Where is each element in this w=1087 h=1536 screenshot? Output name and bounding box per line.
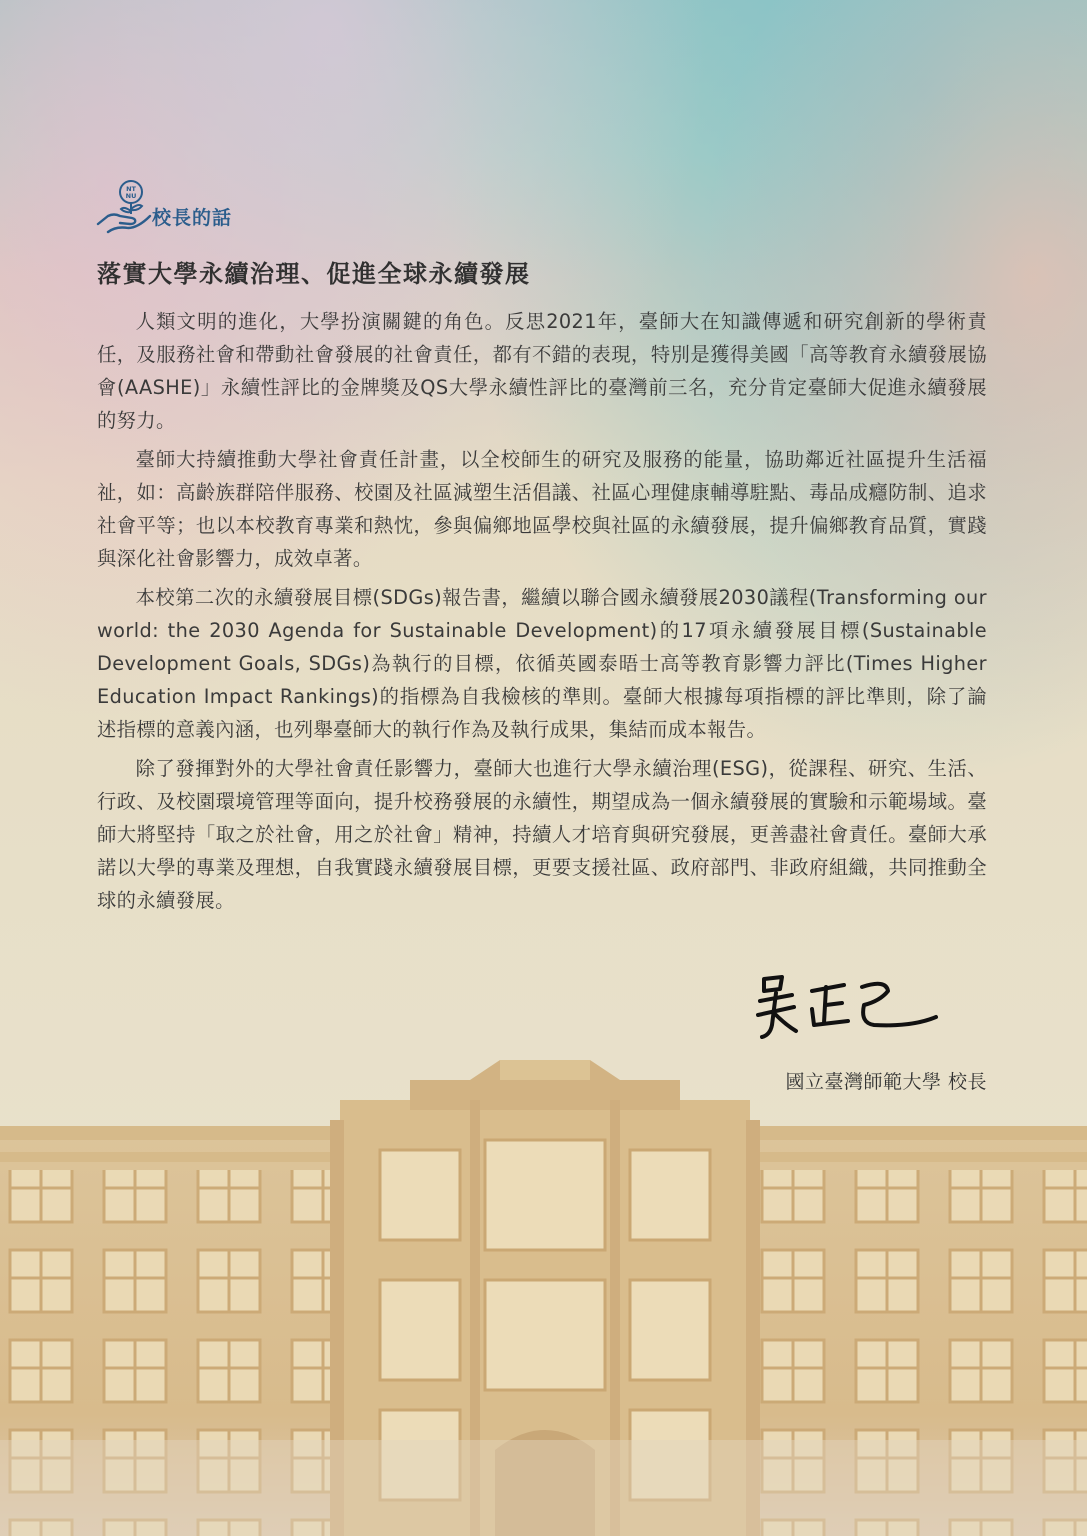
letter-body	[97, 305, 987, 923]
paragraph: 人類文明的進化，大學扮演關鍵的角色。反思2021年，臺師大在知識傳遞和研究創新的學術責任，及服務社會和帶動社會發展的社會責任，都有不錯的表現，特別是獲得美國「高等教育永續發展協會(AASHE)」永續性評比的金牌獎及QS大學永續性評比的臺灣前三名，充分肯定臺師大促進永續發展的努力。	[97, 310, 987, 432]
paragraph: 本校第二次的永續發展目標(SDGs)報告書，繼續以聯合國永續發展2030議程(Transforming our world: the 2030 Agenda for Sustainable Development)的17項永續發展目標(Sustainable Development Goals, SDGs)為執行的目標，依循英國泰晤士高等教育影響力評比(Times Higher Education Impact Rankings)的指標為自我檢核的準則。臺師大根據每項指標的評比準則，除了論述指標的意義內涵，也列舉臺師大的執行作為及執行成果，集結而成本報告。	[97, 586, 987, 741]
handwritten-signature	[752, 965, 942, 1045]
campus-building-illustration	[0, 1060, 1087, 1536]
svg-text:NU: NU	[125, 192, 137, 200]
paragraph: 除了發揮對外的大學社會責任影響力，臺師大也進行大學永續治理(ESG)，從課程、研究、生活、行政、及校園環境管理等面向，提升校務發展的永續性，期望成為一個永續發展的實驗和示範場域。臺師大將堅持「取之於社會，用之於社會」精神，持續人才培育與研究發展，更善盡社會責任。臺師大承諾以大學的專業及理想，自我實踐永續發展目標，更要支援社區、政府部門、非政府組織，共同推動全球的永續發展。	[97, 757, 987, 912]
signer-title: 國立臺灣師範大學 校長	[785, 1071, 987, 1093]
section-header	[94, 168, 232, 238]
ntnu-hand-logo-icon	[94, 176, 156, 238]
svg-text:NT: NT	[126, 185, 136, 193]
section-label: 校長的話	[152, 207, 233, 229]
page-title: 落實大學永續治理、促進全球永續發展	[97, 260, 531, 288]
paragraph: 臺師大持續推動大學社會責任計畫，以全校師生的研究及服務的能量，協助鄰近社區提升生活福祉，如：高齡族群陪伴服務、校園及社區減塑生活倡議、社區心理健康輔導駐點、毒品成癮防制、追求社會平等；也以本校教育專業和熱忱，參與偏鄉地區學校與社區的永續發展，提升偏鄉教育品質，實踐與深化社會影響力，成效卓著。	[97, 448, 987, 570]
